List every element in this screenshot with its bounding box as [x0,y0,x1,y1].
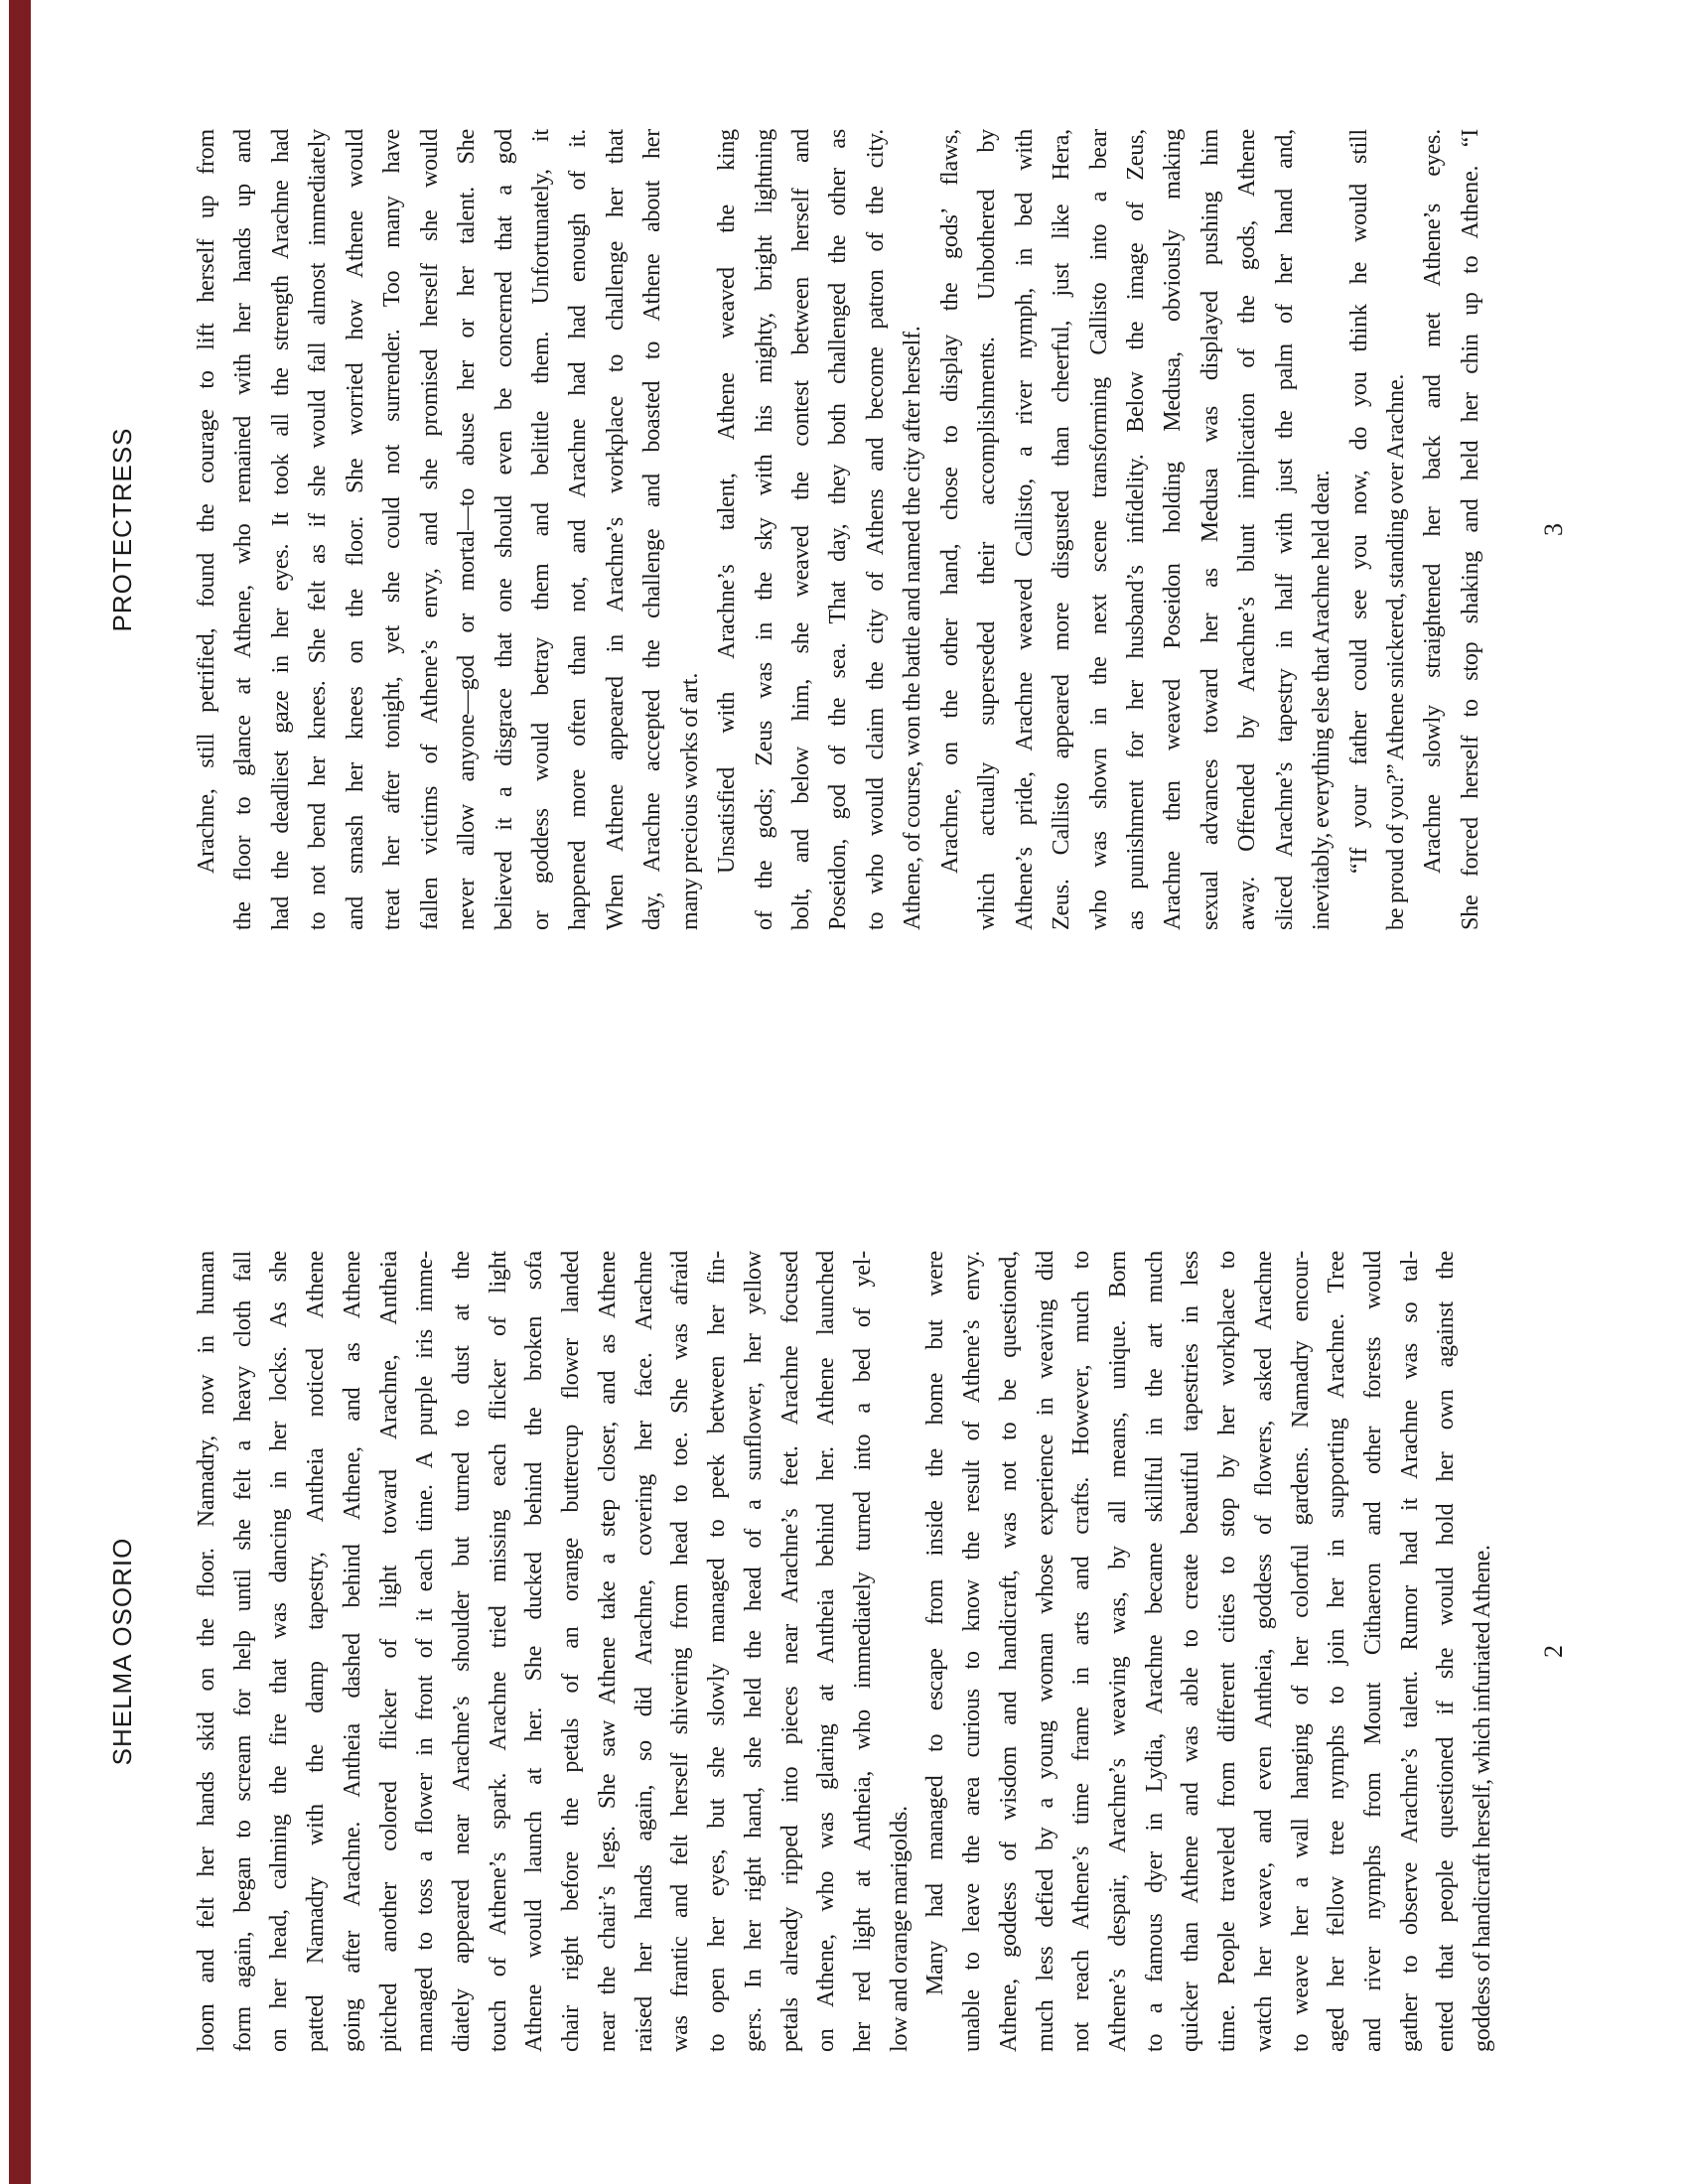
page-3-number: 3 [1539,523,1568,536]
text-line: time. People traveled from different cities to stop by her workplace to [1214,1251,1241,2052]
text-line: low and orange marigolds. [886,1806,913,2052]
text-line: to a famous dyer in Lydia, Arachne became skillful in the art much [1141,1251,1168,2052]
text-line: which actually superseded their accomplishments. Unbothered by [974,129,1001,930]
text-line: many precious works of art. [676,672,703,930]
text-line: on Athene, who was glaring at Antheia behind her. Athene launched [813,1251,840,2052]
text-line: to who would claim the city of Athens and become patron of the city. [862,129,889,930]
text-line: Arachne then weaved Poseidon holding Medusa, obviously making [1160,129,1187,930]
text-line: sliced Arachne’s tapestry in half with just the palm of her hand and, [1271,129,1298,930]
text-line: gers. In her right hand, she held the head of a sunflower, her yellow [740,1251,767,2052]
text-line: to open her eyes, but she slowly managed to peek between her fin- [704,1251,731,2052]
text-line: near the chair’s legs. She saw Athene take a step closer, and as Athene [594,1251,621,2052]
text-line: Unsatisfied with Arachne’s talent, Athene weaved the king [714,129,741,874]
text-line: to not bend her knees. She felt as if she would fall almost immediately [305,129,332,930]
text-line: touch of Athene’s spark. Arachne tried missing each flicker of light [485,1251,511,2052]
running-header-title: PROTECTRESS [107,427,137,632]
text-line: day, Arachne accepted the challenge and boasted to Athene about her [639,129,666,930]
text-line: and river nymphs from Mount Cithaeron and other forests would [1360,1251,1386,2052]
text-line: raised her hands again, so did Arachne, covering her face. Arachne [631,1251,657,2052]
text-line: diately appeared near Arachne’s shoulder but turned to dust at the [449,1251,476,2052]
text-line: not reach Athene’s time frame in arts and crafts. However, much to [1068,1251,1095,2052]
text-line: sexual advances toward her as Medusa was displayed pushing him [1196,129,1223,930]
text-line: believed it a disgrace that one should even be concerned that a god [491,129,517,930]
page-2-body-text [189,1251,1501,2052]
text-line: ented that people questioned if she would hold her own against the [1433,1251,1460,2052]
text-line: inevitably, everything else that Arachne held dear. [1309,470,1336,930]
text-line: Arachne, still petrified, found the courage to lift herself up from [194,129,219,874]
text-line: to weave her a wall hanging of her colorful gardens. Namadry encour- [1287,1251,1314,2052]
text-line: fallen victims of Athene’s envy, and she promised herself she would [416,129,443,930]
text-line: managed to toss a flower in front of it each time. A purple iris imme- [412,1251,439,2052]
text-line: on her head, calming the fire that was dancing in her locks. As she [266,1251,293,2052]
text-line: chair right before the petals of an orange buttercup flower landed [558,1251,585,2052]
text-line: gather to observe Arachne’s talent. Rumor had it Arachne was so tal- [1396,1251,1423,2052]
text-line: Zeus. Callisto appeared more disgusted than cheerful, just like Hera, [1049,129,1075,930]
text-line: or goddess would betray them and belittle them. Unfortunately, it [527,129,554,930]
text-line: happened more often than not, and Arachne had had enough of it. [565,129,592,930]
text-line: Arachne, on the other hand, chose to display the gods’ flaws, [936,129,963,874]
page-2 [0,1092,1688,2184]
text-line: who was shown in the next scene transforming Callisto into a bear [1085,129,1112,930]
text-line: aged her fellow tree nymphs to join her in supporting Arachne. Tree [1324,1251,1350,2052]
text-line: Poseidon, god of the sea. That day, they both challenged the other as [825,129,852,930]
text-line: She forced herself to stop shaking and held her chin up to Athene. “I [1457,129,1483,930]
text-line: was frantic and felt herself shivering from head to toe. She was afraid [667,1251,694,2052]
text-line: When Athene appeared in Arachne’s workplace to challenge her that [602,129,629,930]
text-line: away. Offended by Arachne’s blunt implication of the gods, Athene [1234,129,1261,930]
text-line: pitched another colored flicker of light toward Arachne, Antheia [375,1251,402,2052]
text-line: Athene would launch at her. She ducked behind the broken sofa [521,1251,548,2052]
text-line: the floor to glance at Athene, who remained with her hands up and [230,129,257,930]
text-line: be proud of you?” Athene snickered, standing over Arachne. [1383,373,1409,930]
text-line: bolt, and below him, she weaved the contest between herself and [788,129,814,930]
text-line: Athene, of course, won the battle and named the city after herself. [900,326,926,930]
text-line: Athene’s pride, Arachne weaved Callisto, a river nymph, in bed with [1011,129,1038,930]
text-line: Arachne slowly straightened her back and met Athene’s eyes. [1420,129,1447,874]
text-line: loom and felt her hands skid on the floor. Namadry, now in human [194,1251,219,2052]
text-line: patted Namadry with the damp tapestry, Antheia noticed Athene [303,1251,330,2052]
text-line: watch her weave, and even Antheia, goddess of flowers, asked Arachne [1250,1251,1277,2052]
text-line: her red light at Antheia, who immediately turned into a bed of yel- [849,1251,876,2052]
text-line: treat her after tonight, yet she could not surrender. Too many have [379,129,406,930]
text-line: Athene’s despair, Arachne’s weaving was, by all means, unique. Born [1104,1251,1131,2052]
text-line: Many had managed to escape from inside the home but were [922,1251,949,1995]
running-header-author: SHELMA OSORIO [107,1537,137,1766]
text-line: “If your father could see you now, do you think he would still [1345,129,1372,874]
text-line: as punishment for her husband’s infidelity. Below the image of Zeus, [1122,129,1149,930]
text-line: goddess of handicraft herself, which infuriated Athene. [1470,1545,1496,2052]
text-line: going after Arachne. Antheia dashed behind Athene, and as Athene [339,1251,365,2052]
text-line: form again, began to scream for help until she felt a heavy cloth fall [229,1251,256,2052]
text-line: of the gods; Zeus was in the sky with his mighty, bright lightning [751,129,777,930]
text-line: Athene, goddess of wisdom and handicraft, was not to be questioned, [995,1251,1022,2052]
page-2-number: 2 [1539,1645,1568,1658]
text-line: and smash her knees on the floor. She worried how Athene would [342,129,368,930]
text-line: petals already ripped into pieces near Arachne’s feet. Arachne focused [776,1251,803,2052]
text-line: much less defied by a young woman whose experience in weaving did [1032,1251,1058,2052]
text-line: unable to leave the area curious to know the result of Athene’s envy. [959,1251,986,2052]
text-line: quicker than Athene and was able to create beautiful tapestries in less [1178,1251,1204,2052]
text-line: had the deadliest gaze in her eyes. It took all the strength Arachne had [267,129,294,930]
page-3-body-text [189,129,1489,930]
text-line: never allow anyone—god or mortal—to abuse her or her talent. She [454,129,481,930]
